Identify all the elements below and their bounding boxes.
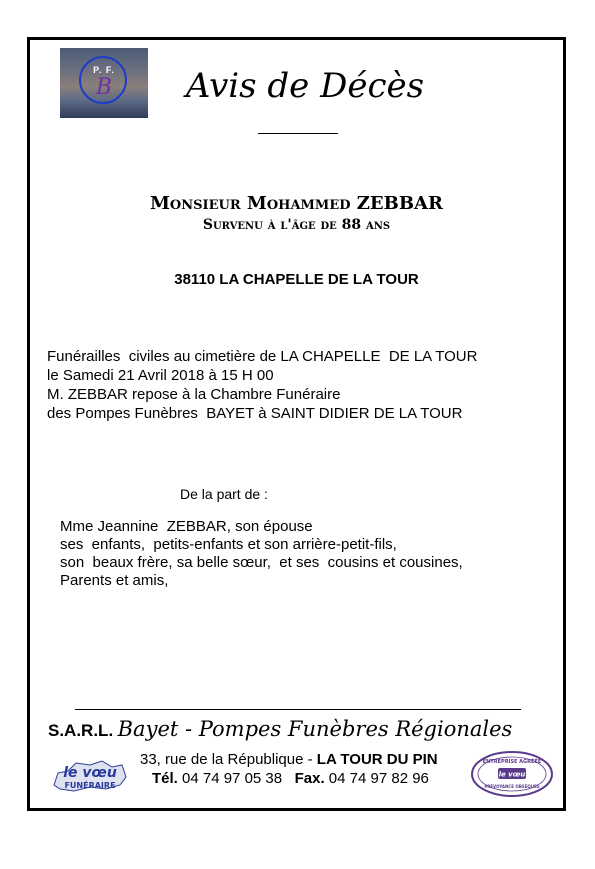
- company-phones: [152, 769, 429, 788]
- voeu-logo-subword: FUNÉRAIRE: [64, 781, 116, 790]
- footer-divider: [75, 709, 521, 710]
- pf-bayet-logo: [60, 48, 148, 118]
- funeral-line: M. ZEBBAR repose à la Chambre Funéraire: [47, 386, 341, 403]
- deceased-age: Survenu à l'âge de 88 ans: [202, 217, 391, 233]
- funeral-details: [47, 347, 477, 423]
- seal-bottom-text: PRÉVOYANCE OBSÈQUES: [484, 784, 540, 789]
- fax-value: 04 74 97 82 96: [324, 770, 429, 787]
- fax-label: Fax.: [294, 770, 325, 787]
- company-address: [140, 750, 438, 769]
- title-divider: [258, 133, 338, 134]
- notice-title: Avis de Décès: [185, 66, 425, 106]
- tel-value: 04 74 97 05 38: [177, 770, 283, 787]
- company-line: [48, 717, 512, 741]
- deceased-place: 38110 LA CHAPELLE DE LA TOUR: [174, 271, 419, 288]
- funeral-line: des Pompes Funèbres BAYET à SAINT DIDIER DE LA TOUR: [47, 405, 463, 422]
- voeu-logo-word: le vœu: [63, 765, 117, 781]
- from-label: De la part de :: [180, 486, 268, 502]
- notice-frame: [27, 37, 566, 811]
- company-sarl: S.A.R.L.: [48, 721, 114, 740]
- deceased-name: Monsieur Mohammed ZEBBAR: [150, 193, 443, 214]
- funeral-line: Funérailles civiles au cimetière de LA CHAPELLE DE LA TOUR: [47, 348, 478, 365]
- address-town: LA TOUR DU PIN: [316, 751, 438, 768]
- family-line: ses enfants, petits-enfants et son arrière-petit-fils,: [60, 536, 397, 553]
- seal-top-text: ENTREPRISE AGRÉÉE: [482, 759, 542, 765]
- logo-letters: P. F.: [93, 65, 115, 75]
- seal-mid-text: le vœu: [498, 770, 526, 779]
- entreprise-agreee-seal: [470, 750, 554, 798]
- family-line: son beaux frère, sa belle sœur, et ses cousins et cousines,: [60, 554, 463, 571]
- company-name: Bayet - Pompes Funèbres Régionales: [117, 717, 513, 741]
- le-voeu-funeraire-logo: [50, 755, 130, 795]
- family-line: Mme Jeannine ZEBBAR, son épouse: [60, 518, 313, 535]
- funeral-line: le Samedi 21 Avril 2018 à 15 H 00: [47, 367, 274, 384]
- family-line: Parents et amis,: [60, 572, 169, 589]
- tel-label: Tél.: [152, 770, 178, 787]
- family-list: [60, 518, 463, 590]
- address-street: 33, rue de la République -: [140, 751, 317, 768]
- logo-initial: B: [95, 75, 113, 100]
